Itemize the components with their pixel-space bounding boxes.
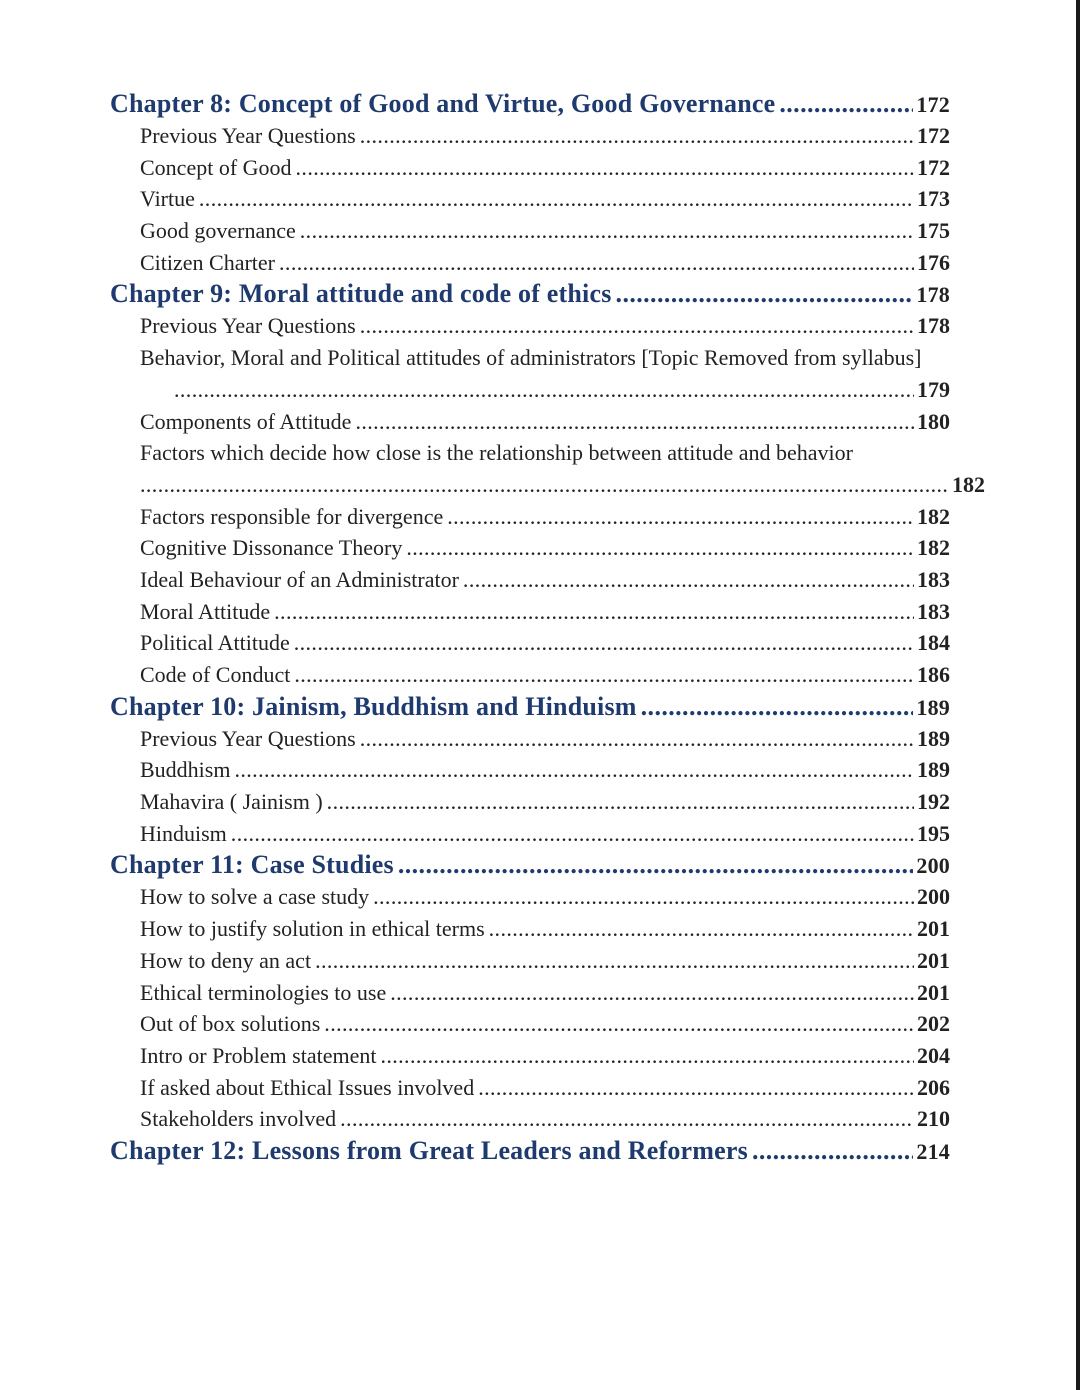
page-edge — [1076, 0, 1080, 1390]
entry-title: If asked about Ethical Issues involved — [140, 1074, 475, 1100]
toc-entry[interactable] — [110, 627, 950, 659]
page-number: 186 — [917, 662, 950, 687]
dot-leader — [199, 183, 914, 215]
page-number: 176 — [917, 249, 950, 275]
page-number: 178 — [916, 282, 950, 308]
toc-entry[interactable] — [110, 247, 950, 279]
entry-title: Code of Conduct — [140, 662, 291, 687]
dot-leader — [140, 469, 949, 501]
dot-leader — [296, 152, 914, 184]
entry-title: Factors responsible for divergence — [140, 503, 444, 529]
dot-leader — [231, 818, 914, 850]
page-number: 173 — [917, 186, 950, 212]
toc-entry[interactable] — [110, 310, 950, 342]
entry-title: Buddhism — [140, 757, 231, 783]
chapter-title: Chapter 11: Case Studies — [110, 850, 394, 880]
toc-entry[interactable] — [110, 596, 950, 628]
dot-leader — [360, 723, 914, 755]
page-number: 189 — [916, 694, 950, 720]
toc-entry[interactable] — [110, 152, 950, 184]
toc-entry-wrapped[interactable] — [110, 342, 950, 374]
entry-title: Components of Attitude — [140, 408, 352, 434]
toc-entry[interactable] — [110, 120, 950, 152]
chapter-title: Chapter 9: Moral attitude and code of ethics — [110, 279, 612, 309]
toc-entry[interactable] — [110, 501, 950, 533]
toc-entry[interactable] — [110, 659, 950, 691]
dot-leader — [360, 310, 914, 342]
entry-title: Cognitive Dissonance Theory — [140, 535, 403, 561]
page-number: 189 — [917, 757, 950, 783]
dot-leader — [300, 215, 914, 247]
entry-title: Ideal Behaviour of an Administrator — [140, 566, 459, 592]
toc-entry[interactable] — [110, 215, 950, 247]
toc-entry[interactable] — [110, 977, 950, 1009]
dot-leader — [294, 659, 914, 691]
toc-entry-continuation[interactable] — [110, 374, 950, 406]
toc-entry[interactable] — [110, 1072, 950, 1104]
dot-leader — [447, 501, 914, 533]
page-number: 182 — [952, 471, 985, 497]
entry-title: Behavior, Moral and Political attitudes of administrators [Topic Removed from syllabus] — [140, 345, 922, 371]
dot-leader — [406, 532, 914, 564]
entry-title: Ethical terminologies to use — [140, 979, 387, 1005]
page-number: 182 — [917, 503, 950, 529]
page-number: 201 — [917, 947, 950, 973]
entry-title: Political Attitude — [140, 630, 290, 656]
entry-title: Previous Year Questions — [140, 313, 356, 339]
dot-leader — [463, 564, 914, 596]
toc-entry[interactable] — [110, 754, 950, 786]
toc-chapter-11[interactable] — [110, 849, 950, 881]
toc-entry-continuation[interactable] — [110, 469, 985, 501]
page-number: 204 — [917, 1042, 950, 1068]
page-number: 189 — [917, 725, 950, 751]
dot-leader — [390, 977, 914, 1009]
toc-entry[interactable] — [110, 1040, 950, 1072]
entry-title: Good governance — [140, 218, 296, 244]
entry-title: Virtue — [140, 186, 195, 212]
dot-leader — [489, 913, 914, 945]
dot-leader — [174, 374, 914, 406]
page-number: 210 — [917, 1106, 950, 1132]
dot-leader — [373, 881, 914, 913]
page-number: 201 — [917, 916, 950, 942]
toc-chapter-9[interactable] — [110, 278, 950, 310]
page-number: 202 — [917, 1011, 950, 1037]
page-number: 172 — [917, 154, 950, 180]
dot-leader — [616, 278, 914, 310]
page-number: 192 — [917, 789, 950, 815]
toc-entry[interactable] — [110, 945, 950, 977]
entry-title: Hinduism — [140, 820, 227, 846]
page-number: 200 — [916, 853, 950, 879]
toc-entry[interactable] — [110, 1008, 950, 1040]
page-number: 179 — [917, 376, 950, 402]
entry-title: Stakeholders involved — [140, 1106, 337, 1132]
page-number: 206 — [917, 1074, 950, 1100]
page-number: 180 — [917, 408, 950, 434]
page-number: 183 — [917, 598, 950, 624]
toc-entry[interactable] — [110, 183, 950, 215]
dot-leader — [752, 1135, 913, 1167]
dot-leader — [234, 754, 914, 786]
page-number: 172 — [916, 92, 950, 117]
dot-leader — [327, 786, 914, 818]
toc-entry[interactable] — [110, 532, 950, 564]
entry-title: Mahavira ( Jainism ) — [140, 789, 323, 815]
dot-leader — [355, 406, 914, 438]
page-number: 200 — [917, 884, 950, 910]
chapter-title: Chapter 12: Lessons from Great Leaders and Reformers — [110, 1135, 748, 1165]
entry-title: Intro or Problem statement — [140, 1042, 377, 1068]
page-number: 201 — [917, 979, 950, 1005]
dot-leader — [274, 596, 914, 628]
entry-title: How to justify solution in ethical terms — [140, 916, 485, 942]
toc-entry[interactable] — [110, 786, 950, 818]
toc-entry[interactable] — [110, 818, 950, 850]
toc-entry[interactable] — [110, 723, 950, 755]
page-number: 195 — [917, 820, 950, 846]
dot-leader — [279, 247, 914, 279]
dot-leader — [779, 88, 913, 120]
entry-title: Previous Year Questions — [140, 123, 356, 148]
dot-leader — [641, 691, 914, 723]
toc-entry[interactable] — [110, 564, 950, 596]
entry-title: Citizen Charter — [140, 249, 276, 275]
dot-leader — [360, 120, 914, 152]
dot-leader — [478, 1072, 914, 1104]
dot-leader — [398, 849, 914, 881]
table-of-contents — [110, 88, 985, 1167]
page-number: 184 — [917, 630, 950, 656]
page-number: 182 — [917, 535, 950, 561]
dot-leader — [324, 1008, 914, 1040]
dot-leader — [294, 627, 914, 659]
dot-leader — [380, 1040, 914, 1072]
entry-title: Out of box solutions — [140, 1011, 321, 1037]
toc-entry[interactable] — [110, 913, 950, 945]
toc-chapter-8[interactable] — [110, 88, 950, 120]
toc-entry[interactable] — [110, 881, 950, 913]
entry-title: Concept of Good — [140, 154, 292, 180]
chapter-title: Chapter 10: Jainism, Buddhism and Hinduism — [110, 691, 637, 721]
toc-chapter-12[interactable] — [110, 1135, 950, 1167]
toc-chapter-10[interactable] — [110, 691, 950, 723]
dot-leader — [340, 1103, 914, 1135]
entry-title: Moral Attitude — [140, 598, 271, 624]
page-number: 175 — [917, 218, 950, 244]
toc-entry[interactable] — [110, 1103, 950, 1135]
dot-leader — [315, 945, 914, 977]
entry-title: How to deny an act — [140, 947, 312, 973]
chapter-title: Chapter 8: Concept of Good and Virtue, Good Governance — [110, 89, 776, 118]
entry-title: Factors which decide how close is the relationship between attitude and behavior — [140, 440, 853, 466]
entry-title: Previous Year Questions — [140, 725, 356, 751]
entry-title: How to solve a case study — [140, 884, 370, 910]
toc-entry[interactable] — [110, 406, 950, 438]
page-number: 183 — [917, 566, 950, 592]
page-number: 214 — [916, 1138, 950, 1164]
toc-entry-wrapped[interactable] — [110, 437, 950, 469]
page-number: 178 — [917, 313, 950, 339]
page-number: 172 — [917, 123, 950, 148]
